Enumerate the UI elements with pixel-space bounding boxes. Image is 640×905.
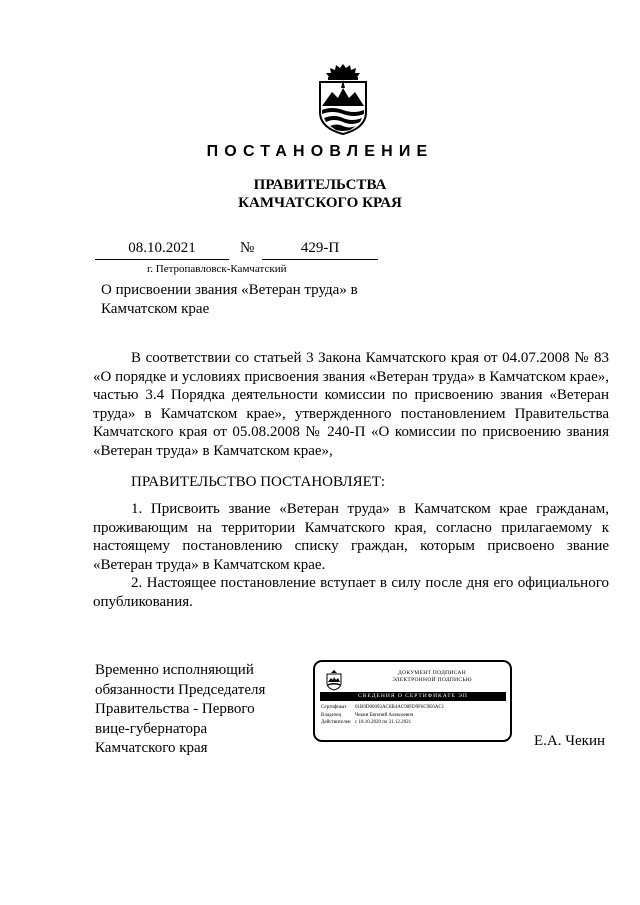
item-2: 2. Настоящее постановление вступает в силу после дня его официального опубликования. — [93, 575, 609, 610]
position-line: Временно исполняющий — [95, 662, 254, 678]
owner-label: Владелец — [321, 712, 342, 718]
stamp-header — [357, 670, 507, 684]
document-subject — [101, 281, 401, 319]
stamp-header-line-2: ЭЛЕКТРОННОЙ ПОДПИСЬЮ — [392, 677, 472, 683]
issuer-line-2: КАМЧАТСКОГО КРАЯ — [238, 195, 402, 211]
stamp-row-cert — [321, 704, 444, 712]
position-line: Камчатского края — [95, 740, 208, 756]
number-sign: № — [240, 240, 255, 256]
signatory-position — [95, 661, 265, 759]
signatory-name: Е.А. Чекин — [534, 733, 605, 749]
stamp-details — [321, 704, 444, 727]
subject-line-2: Камчатском крае — [101, 301, 210, 317]
preamble-block — [93, 349, 609, 460]
subject-line-1: О присвоении звания «Ветеран труда» в — [101, 282, 358, 298]
document-title: ПОСТАНОВЛЕНИЕ — [206, 143, 434, 160]
valid-label: Действителен — [321, 720, 351, 725]
city: г. Петропавловск-Камчатский — [147, 263, 287, 275]
coat-of-arms-icon — [312, 62, 374, 136]
issuer-line-1: ПРАВИТЕЛЬСТВА — [253, 177, 387, 193]
preamble-paragraph: В соответствии со статьей 3 Закона Камчатского края от 04.07.2008 № 83 «О порядке и условиях присвоения звания «Ветеран труда» в Камчатском крае», частью 3.4 Порядка деятельности комиссии по присвоению звания «Ветеран труда» в Камчатском крае», утвержденного постановлением Правительства Камчатского края от 05.08.2008 № 240-П «О комиссии по присвоению звания «Ветеран труда» в Камчатском крае», — [93, 350, 609, 459]
cert-value: 01B9D00093AC6B4AC98FD9F6C9E6AC1 — [355, 705, 445, 710]
stamp-cert-bar: СВЕДЕНИЯ О СЕРТИФИКАТЕ ЭП — [320, 692, 506, 701]
position-line: Правительства - Первого — [95, 701, 255, 717]
position-line: обязанности Председателя — [95, 681, 266, 698]
owner-value: Чекин Евгений Алексеевич — [355, 712, 414, 718]
item-1: 1. Присвоить звание «Ветеран труда» в Камчатском крае гражданам, проживающим на территории Камчатского края, согласно прилагаемому к настоящему постановлению списку граждан, которым присвоено звание «Ветеран труда» в Камчатском крае. — [93, 501, 609, 573]
stamp-row-owner — [321, 712, 444, 720]
stamp-emblem-icon — [323, 669, 345, 691]
stamp-header-line-1: ДОКУМЕНТ ПОДПИСАН — [398, 670, 466, 676]
document-number: 429-П — [262, 240, 378, 260]
items-block — [93, 500, 609, 611]
stamp-row-valid — [321, 719, 444, 727]
decree-phrase: ПРАВИТЕЛЬСТВО ПОСТАНОВЛЯЕТ: — [131, 474, 386, 490]
cert-label: Сертификат — [321, 705, 347, 710]
position-line: вице-губернатора — [95, 720, 208, 737]
document-date: 08.10.2021 — [95, 240, 229, 260]
e-signature-stamp — [313, 660, 512, 742]
valid-value: с 18.10.2020 по 31.12.2021 — [355, 720, 412, 725]
